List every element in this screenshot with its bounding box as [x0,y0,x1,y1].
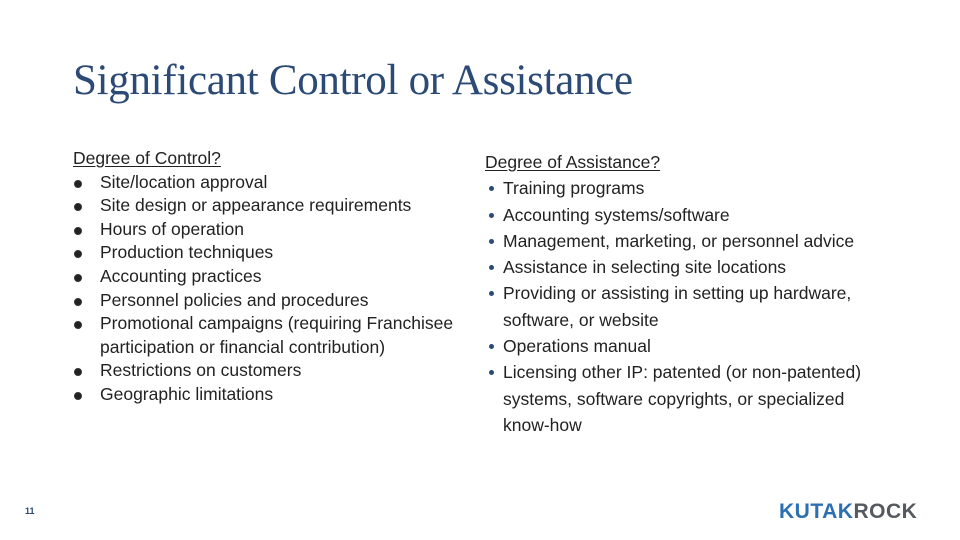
list-item: Hours of operation [73,218,473,242]
assistance-list [485,175,875,438]
list-item: Site design or appearance requirements [73,194,473,218]
logo-kutak: KUTAK [779,500,854,523]
bullet-icon [74,368,82,376]
list-item: Management, marketing, or personnel advice [485,228,875,254]
list-item: Assistance in selecting site locations [485,254,875,280]
bullet-icon [489,239,494,244]
page-number: 11 [25,506,35,516]
list-item: Production techniques [73,241,473,265]
bullet-icon [489,213,494,218]
list-item: Accounting practices [73,265,473,289]
bullet-icon [74,250,82,258]
bullet-icon [489,370,494,375]
bullet-icon [74,227,82,235]
kutak-rock-logo [779,500,917,524]
control-list [73,171,473,407]
list-item: Operations manual [485,333,875,359]
bullet-icon [489,265,494,270]
bullet-icon [74,392,82,400]
control-column [73,147,473,407]
bullet-icon [74,298,82,306]
bullet-icon [74,321,82,329]
bullet-icon [74,180,82,188]
bullet-icon [489,186,494,191]
list-item: Geographic limitations [73,383,473,407]
bullet-icon [489,344,494,349]
bullet-icon [74,274,82,282]
list-item: Training programs [485,175,875,201]
list-item: Restrictions on customers [73,359,473,383]
list-item: Site/location approval [73,171,473,195]
list-item: Promotional campaigns (requiring Franchisee participation or financial contribution) [73,312,473,359]
list-item: Accounting systems/software [485,202,875,228]
bullet-icon [489,291,494,296]
bullet-icon [74,203,82,211]
assistance-column [485,149,875,438]
logo-rock: ROCK [853,500,918,523]
control-heading: Degree of Control? [73,148,221,168]
list-item: Providing or assisting in setting up hardware, software, or website [485,280,875,333]
list-item: Personnel policies and procedures [73,289,473,313]
assistance-heading: Degree of Assistance? [485,152,661,172]
list-item: Licensing other IP: patented (or non-patented) systems, software copyrights, or specialized know-how [485,359,875,438]
slide-title: Significant Control or Assistance [73,57,633,104]
